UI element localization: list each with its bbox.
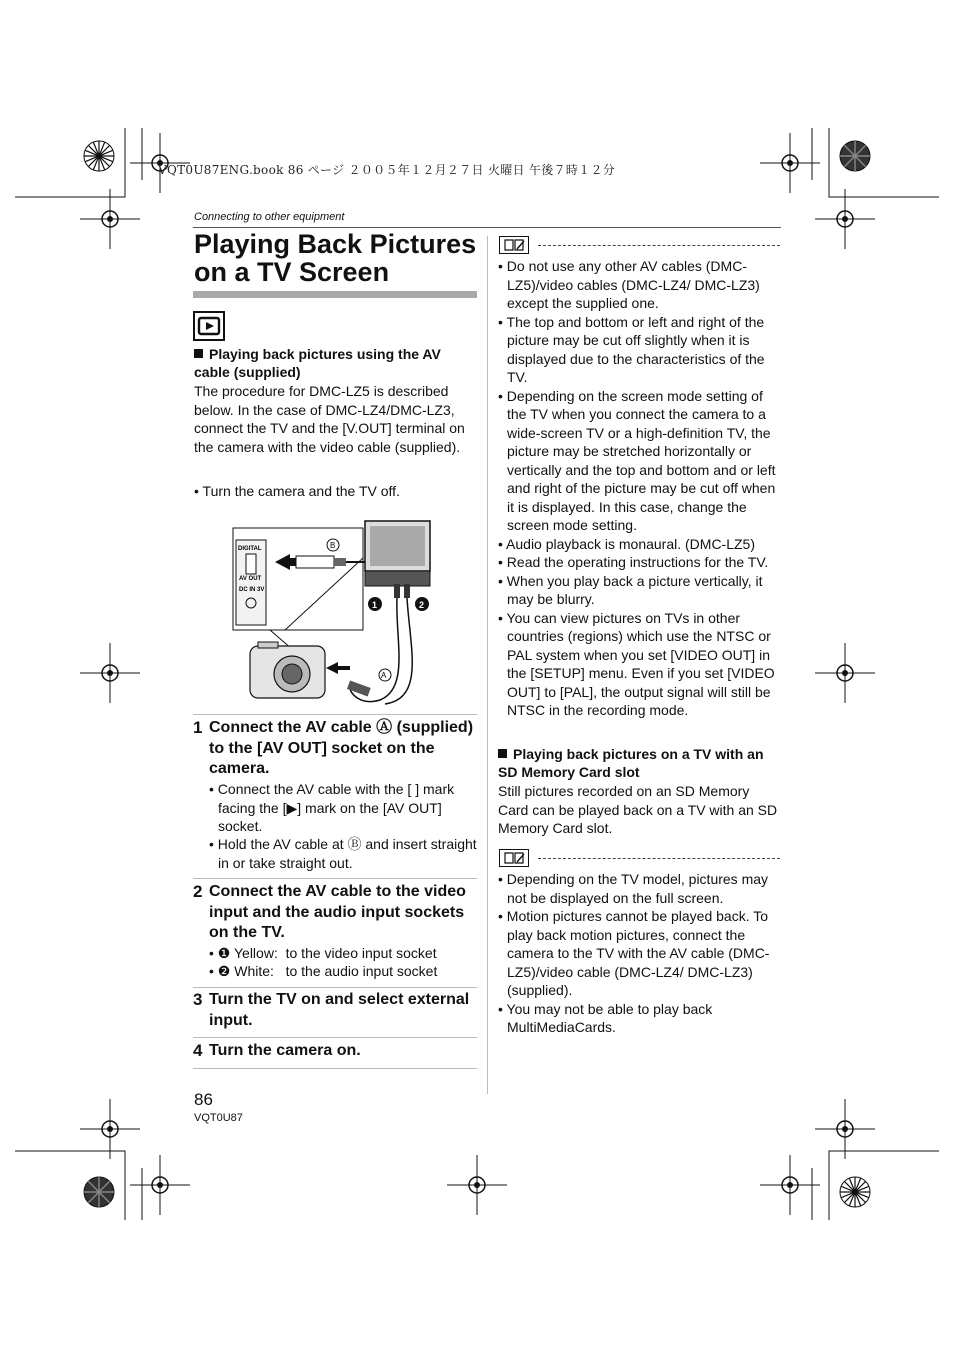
square-bullet-icon xyxy=(194,349,203,358)
playback-mode-icon xyxy=(193,311,225,341)
page-title: Playing Back Pictures on a TV Screen xyxy=(194,229,477,287)
note-item: • Do not use any other AV cables (DMC-LZ5)/video cables (DMC-LZ4/ DMC-LZ3) except the supplied one. xyxy=(498,258,760,311)
step-text: Connect the AV cable to the video input and the audio input sockets on the TV. xyxy=(209,883,466,941)
note-divider xyxy=(538,245,780,246)
subheading-sd-card: Playing back pictures on a TV with an SD Memory Card slot xyxy=(498,746,764,780)
step-number: 1 xyxy=(193,718,203,737)
note-item: • Read the operating instructions for the TV. xyxy=(498,554,769,570)
note-item: • You may not be able to play back MultiMediaCards. xyxy=(498,1000,713,1035)
notes-list-2 xyxy=(498,870,782,1037)
step-3 xyxy=(193,990,477,1031)
step-separator xyxy=(193,987,477,988)
step-2 xyxy=(193,882,477,944)
label-b: B xyxy=(330,541,336,550)
step-number: 2 xyxy=(193,882,203,901)
step-4 xyxy=(193,1041,477,1062)
label-one: 1 xyxy=(372,600,378,610)
note-icon xyxy=(499,849,529,867)
column-divider xyxy=(487,236,488,1094)
page-number: 86 xyxy=(194,1090,213,1109)
print-header: VQT0U87ENG.book 86 ページ ２００５年１２月２７日 火曜日 午後７時１２分 xyxy=(158,163,616,177)
square-bullet-icon xyxy=(498,749,507,758)
step-separator xyxy=(193,714,477,715)
note-icon xyxy=(499,236,529,254)
note-item: • Motion pictures cannot be played back. To play back motion pictures, connect the camera to the TV with the AV cable (DMC-LZ5)/video cable (DMC-LZ4/ DMC-LZ3) (supplied). xyxy=(498,908,770,998)
note-item: • When you play back a picture vertically, it may be blurry. xyxy=(498,572,763,607)
step-separator xyxy=(193,1068,477,1069)
digital-label: DIGITAL xyxy=(238,546,262,552)
step-number: 4 xyxy=(193,1041,203,1060)
section-label: Connecting to other equipment xyxy=(194,211,345,223)
dc-in-label: DC IN 3V xyxy=(239,587,265,593)
notes-list-1 xyxy=(498,257,782,720)
step-text: Turn the TV on and select external input. xyxy=(209,991,470,1029)
step-separator xyxy=(193,878,477,879)
step-text: Turn the camera on. xyxy=(209,1042,361,1059)
label-two: 2 xyxy=(419,600,425,610)
turn-off-instruction: • Turn the camera and the TV off. xyxy=(194,483,400,499)
step-2-bullet-1: • ❶ Yellow: to the video input socket xyxy=(209,945,437,961)
step-1-bullet-1: • Connect the AV cable with the [ ] mark facing the [▶] mark on the [AV OUT] socket. xyxy=(209,781,455,834)
step-number: 3 xyxy=(193,990,203,1009)
av-out-label: AV OUT xyxy=(239,576,262,582)
page-code: VQT0U87 xyxy=(194,1112,243,1124)
step-2-bullet-2: • ❷ White: to the audio input socket xyxy=(209,963,438,979)
step-text: Connect the AV cable Ⓐ (supplied) to the [AV OUT] socket on the camera. xyxy=(209,719,474,777)
top-rule xyxy=(193,227,781,228)
sd-card-text: Still pictures recorded on an SD Memory Card can be played back on a TV with an SD Memory Card slot. xyxy=(498,783,778,836)
note-item: • Depending on the screen mode setting of the TV when you connect the camera to a wide-screen TV or a high-definition TV, the picture may be stretched horizontally or vertically and the top and bottom and or left and right of the picture may be cut off when it is displayed. In this case, change the screen mode setting. xyxy=(498,387,776,533)
note-divider xyxy=(538,858,780,859)
step-1 xyxy=(193,718,477,780)
step-1-bullet-2: • Hold the AV cable at Ⓑ and insert straight in or take straight out. xyxy=(209,836,477,871)
title-underline xyxy=(193,291,477,298)
note-item: • Depending on the TV model, pictures may not be displayed on the full screen. xyxy=(498,871,769,906)
note-item: • Audio playback is monaural. (DMC-LZ5) xyxy=(498,535,756,552)
note-item: • The top and bottom or left and right of the picture may be cut off slightly when it is displayed due to the characteristics of the TV. xyxy=(498,313,765,385)
step-separator xyxy=(193,1037,477,1038)
note-item: • You can view pictures on TVs in other countries (regions) which use the NTSC or PAL system when you set [VIDEO OUT] in the [SETUP] menu. Even if you set [VIDEO OUT] to [PAL], the output signal will still be NTSC in the recording mode. xyxy=(498,609,775,718)
intro-text: The procedure for DMC-LZ5 is described below. In the case of DMC-LZ4/DMC-LZ3, connect the TV and the [V.OUT] terminal on the camera with the video cable (supplied). xyxy=(194,383,465,455)
connection-illustration xyxy=(230,518,435,710)
subheading-av-cable: Playing back pictures using the AV cable (supplied) xyxy=(194,346,441,380)
label-a: A xyxy=(381,671,387,680)
